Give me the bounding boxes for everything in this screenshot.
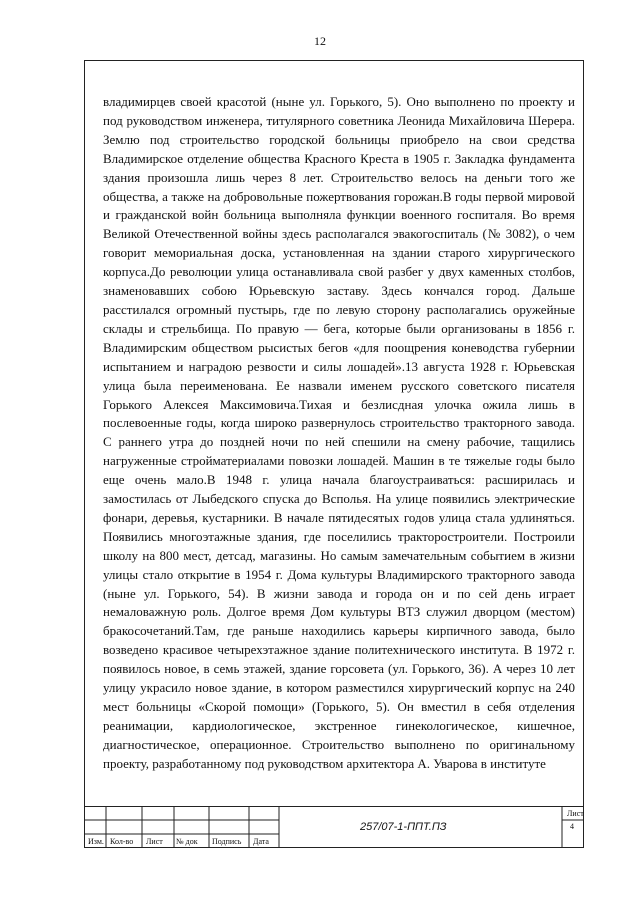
header-count: Кол-во xyxy=(110,837,134,846)
body-paragraph: владимирцев своей красотой (ныне ул. Горького, 5). Оно выполнено по проекту и под руководством инженера, титулярного советника Леонида Михайловича Шерера. Землю под строительство городской больницы приобрело на свои средства Владимирское отделение общества Красного Креста в 1905 г. Закладка фундамента здания произошла лишь через 8 лет. Строительство велось на деньги того же общества, а также на добровольные пожертвования горожан.В годы первой мировой и гражданской войн больница выполняла функции военного госпиталя. Во время Великой Отечественной войны здесь располагался эвакогоспиталь (№ 3082), о чем говорит мемориальная доска, установленная на здании старого хирургического корпуса.До революции улица останавливала свой разбег у двух каменных столбов, знаменовавших собою Юрьевскую заставу. Здесь кончался город. Дальше расстилался огромный пустырь, где по левую сторону располагались оружейные склады и стрельбища. По правую — бега, которые были организованы в 1856 г. Владимирским обществом рысистых бегов «для поощрения коневодства губернии испытанием и наградою резвости и силы лошадей».13 августа 1928 г. Юрьевская улица была переименована. Ее назвали именем русского советского писателя Горького Алексея Максимовича.Тихая и безлисдная улочка ожила лишь в послевоенные годы, когда широко развернулось строительство тракторного завода. С раннего утра до поздней ночи по ней спешили на смену рабочие, тащились нагруженные стройматериалами повозки лошадей. Машин в те тяжелые годы было еще очень мало.В 1948 г. улица начала благоустраиваться: расширилась и замостилась от Лыбедского спуска до Всполья. На улице появились электрические фонари, деревья, кустарники. В начале пятидесятых годов улица стала удлиняться. Появились многоэтажные здания, где поселились тракторостроители. Построили школу на 800 мест, детсад, магазины. Но самым замечательным событием в жизни улицы стало открытие в 1954 г. Дома культуры Владимирского тракторного завода (ныне ул. Горького, 54). В жизни завода и города он и по сей день играет немаловажную роль. Долгое время Дом культуры ВТЗ служил дворцом (местом) бракосочетаний.Там, где раньше находились карьеры кирпичного завода, было возведено красивое четырехэтажное здание политехнического института. В 1972 г. появилось новое, в семь этажей, здание горсовета (ул. Горького, 36). А через 10 лет улицу украсило новое здание, в котором разместился хирургический корпус на 240 мест больницы «Скорой помощи» (Горького, 5). Он вместил в себя отделения реанимации, кардиологическое, экстренное гинекологическое, кишечное, диагностическое, операционное. Строительство выполнено по оригинальному проекту, разработанному под руководством архитектора А. Уварова в институте xyxy=(103,94,575,771)
sheet-label: Лист xyxy=(567,809,584,818)
header-sheet: Лист xyxy=(146,837,163,846)
header-change: Изм. xyxy=(88,837,104,846)
page-number: 12 xyxy=(314,34,326,48)
header-date: Дата xyxy=(253,837,269,846)
document-code: 257/07-1-ППТ.ПЗ xyxy=(360,821,447,833)
header-doc-number: № док xyxy=(176,837,198,846)
header-signature: Подпись xyxy=(212,837,242,846)
sheet-number: 4 xyxy=(570,822,574,831)
body-text xyxy=(103,93,575,774)
